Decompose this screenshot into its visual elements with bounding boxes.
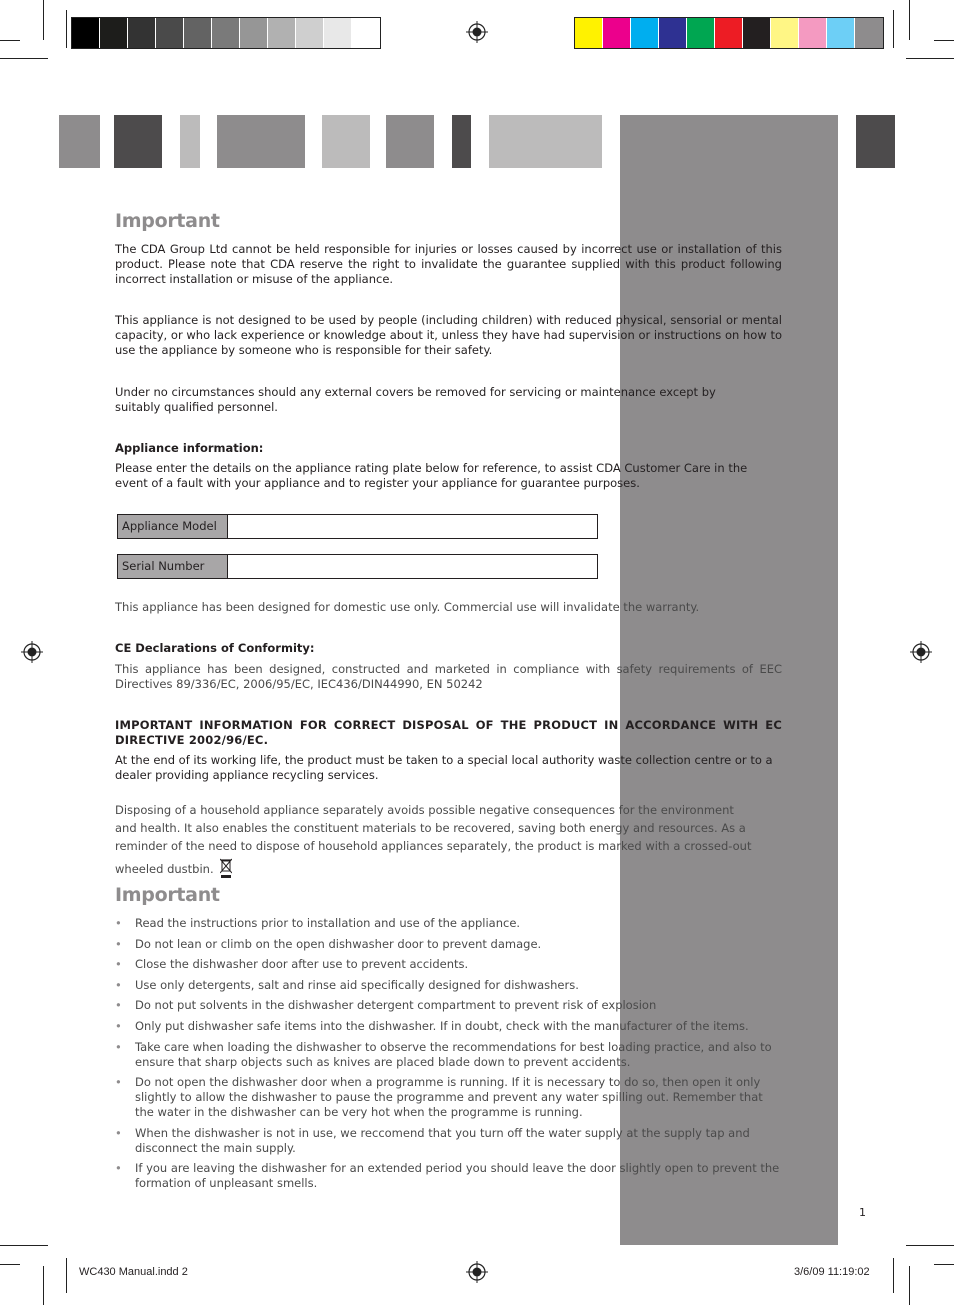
safety-bullet-item: • Do not open the dishwasher door when a programme is running. If it is necessary to do so, then open it only slightly to allow the dishwasher to pause the programme and prevent any water spilling out. Remember that the water in the dishwasher can be very hot when the programme is running. <box>115 1075 782 1120</box>
disposal-line: Disposing of a household appliance separately avoids possible negative consequences for the environment <box>115 803 734 817</box>
safety-bullet-item: • Do not lean or climb on the open dishwasher door to prevent damage. <box>115 937 782 952</box>
color-swatch <box>240 18 268 48</box>
safety-bullet-item: • If you are leaving the dishwasher for an extended period you should leave the door slightly open to prevent the formation of unpleasant smells. <box>115 1161 782 1191</box>
registration-mark-icon <box>21 641 43 663</box>
decorative-block <box>856 115 895 168</box>
color-swatch <box>659 18 687 48</box>
color-swatch <box>603 18 631 48</box>
decorative-block <box>322 115 370 168</box>
domestic-use-note: This appliance has been designed for domestic use only. Commercial use will invalidate the warranty. <box>115 600 700 614</box>
crop-mark <box>893 1258 894 1293</box>
decorative-block <box>59 115 100 168</box>
ce-text: This appliance has been designed, constructed and marketed in compliance with safety requirements of EEC Directives 89/336/EC, 2006/95/EC, IEC436/DIN44990, EN 50242 <box>115 662 782 691</box>
page-number: 1 <box>859 1206 866 1219</box>
color-swatch <box>715 18 743 48</box>
disposal-text: At the end of its working life, the product must be taken to a special local authority waste collection centre or to a dealer providing appliance recycling services. <box>115 753 773 782</box>
color-swatch <box>827 18 855 48</box>
color-swatch <box>128 18 156 48</box>
safety-bullet-item: • Close the dishwasher door after use to prevent accidents. <box>115 957 782 972</box>
serial-number-input[interactable] <box>228 555 597 578</box>
disposal-line: and health. It also enables the constituent materials to be recovered, saving both energy and resources. As a <box>115 821 746 835</box>
section-heading-important: Important <box>115 210 220 232</box>
crop-mark <box>0 58 48 59</box>
crop-mark <box>43 0 44 40</box>
appliance-info-heading: Appliance information: <box>115 441 264 455</box>
decorative-block <box>452 115 471 168</box>
appliance-model-field[interactable] <box>117 514 598 539</box>
registration-mark-icon <box>466 1261 488 1283</box>
decorative-block <box>114 115 162 168</box>
crop-mark <box>0 40 20 41</box>
color-swatch <box>743 18 771 48</box>
crop-mark <box>66 1258 67 1293</box>
safety-bullet-item: • Take care when loading the dishwasher to observe the recommendations for best loading practice, and also to ensure that sharp objects such as knives are placed blade down to prevent accidents. <box>115 1040 782 1070</box>
disposal-heading: IMPORTANT INFORMATION FOR CORRECT DISPOSAL OF THE PRODUCT IN ACCORDANCE WITH EC DIRECTIVE 2002/96/EC. <box>115 718 782 747</box>
crop-mark <box>906 1245 954 1246</box>
appliance-model-label: Appliance Model <box>118 515 228 538</box>
disposal-line <box>115 857 232 879</box>
color-swatch <box>100 18 128 48</box>
safety-bullet-item: • Only put dishwasher safe items into the dishwasher. If in doubt, check with the manufacturer of the items. <box>115 1019 782 1034</box>
crop-mark <box>893 10 894 48</box>
color-swatch <box>352 18 380 48</box>
color-swatch <box>156 18 184 48</box>
crop-mark <box>66 10 67 48</box>
crop-mark <box>934 1264 954 1265</box>
color-calibration-bar <box>574 17 884 49</box>
disposal-line-text: wheeled dustbin. <box>115 862 214 876</box>
grayscale-calibration-bar <box>71 17 381 49</box>
serial-number-label: Serial Number <box>118 555 228 578</box>
appliance-info-text: Please enter the details on the appliance rating plate below for reference, to assist CDA Customer Care in the event of a fault with your appliance and to register your appliance for guarantee purposes. <box>115 461 748 490</box>
registration-mark-icon <box>466 21 488 43</box>
crop-mark <box>0 1245 48 1246</box>
color-swatch <box>799 18 827 48</box>
decorative-block <box>180 115 200 168</box>
covers-paragraph: Under no circumstances should any external covers be removed for servicing or maintenance except by suitably qualified personnel. <box>115 385 716 414</box>
color-swatch <box>771 18 799 48</box>
file-slug: WC430 Manual.indd 2 <box>79 1266 188 1278</box>
decorative-block <box>217 115 305 168</box>
capacity-paragraph: This appliance is not designed to be used by people (including children) with reduced physical, sensorial or mental capacity, or who lack experience or knowledge about it, unless they have had supervision or instructions on how to use the appliance by someone who is responsible for their safety. <box>115 313 782 357</box>
ce-heading: CE Declarations of Conformity: <box>115 641 315 655</box>
registration-mark-icon <box>910 641 932 663</box>
disposal-line: reminder of the need to dispose of household appliances separately, the product is marked with a crossed-out <box>115 839 752 853</box>
color-swatch <box>575 18 603 48</box>
safety-bullet-list <box>115 916 782 1197</box>
safety-bullet-item: • When the dishwasher is not in use, we reccomend that you turn off the water supply at the supply tap and disconnect the main supply. <box>115 1126 782 1156</box>
crop-mark <box>43 1266 44 1305</box>
color-swatch <box>72 18 100 48</box>
color-swatch <box>687 18 715 48</box>
decorative-block <box>489 115 602 168</box>
crop-mark <box>909 0 910 40</box>
color-swatch <box>855 18 883 48</box>
serial-number-field[interactable] <box>117 554 598 579</box>
safety-bullet-item: • Read the instructions prior to installation and use of the appliance. <box>115 916 782 931</box>
color-swatch <box>268 18 296 48</box>
appliance-model-input[interactable] <box>228 515 597 538</box>
color-swatch <box>324 18 352 48</box>
crossed-out-bin-icon <box>220 857 232 879</box>
safety-bullet-item: • Do not put solvents in the dishwasher detergent compartment to prevent risk of explosion <box>115 998 782 1013</box>
color-swatch <box>184 18 212 48</box>
color-swatch <box>296 18 324 48</box>
crop-mark <box>909 1266 910 1305</box>
liability-paragraph: The CDA Group Ltd cannot be held responsible for injuries or losses caused by incorrect use or installation of this product. Please note that CDA reserve the right to invalidate the guarantee supplied with this product following incorrect installation or misuse of the appliance. <box>115 242 782 286</box>
color-swatch <box>631 18 659 48</box>
section-heading-important: Important <box>115 884 220 906</box>
color-swatch <box>212 18 240 48</box>
safety-bullet-item: • Use only detergents, salt and rinse aid specifically designed for dishwashers. <box>115 978 782 993</box>
crop-mark <box>906 58 954 59</box>
date-slug: 3/6/09 11:19:02 <box>794 1266 870 1278</box>
crop-mark <box>0 1264 20 1265</box>
decorative-block <box>386 115 434 168</box>
crop-mark <box>934 40 954 41</box>
